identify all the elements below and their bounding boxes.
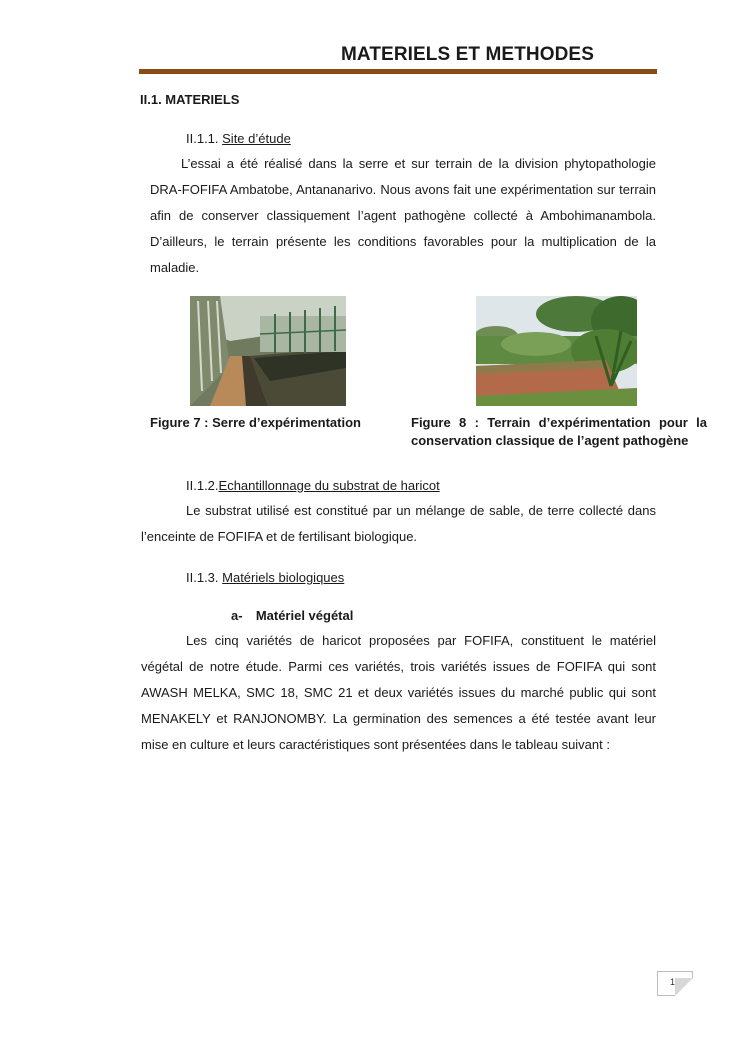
subsection-biological-heading bbox=[186, 570, 344, 585]
subsection-biological-title: Matériels biologiques bbox=[222, 570, 345, 585]
site-paragraph: L’essai a été réalisé dans la serre et sur terrain de la division phytopathologie DRA-FOFIFA Ambatobe, Antananarivo. Nous avons fait une expérimentation sur terrain afin de conserver classiquement l’agent pathogène collecté à Ambohimanambola. D’ailleurs, le terrain présente les conditions favorables pour la multiplication de la maladie. bbox=[150, 156, 656, 275]
plant-material-title: Matériel végétal bbox=[255, 608, 354, 623]
plant-material-label: a- bbox=[231, 608, 243, 623]
page-header-title: MATERIELS ET METHODES bbox=[341, 44, 594, 65]
subsection-sampling-number: II.1.2. bbox=[186, 478, 219, 493]
figure-7-caption: Figure 7 : Serre d’expérimentation bbox=[150, 415, 361, 430]
page-number-box bbox=[657, 971, 693, 996]
subsection-biological-number: II.1.3. bbox=[186, 570, 223, 585]
figure-8-caption: Figure 8 : Terrain d’expérimentation pour la conservation classique de l’agent pathogène bbox=[411, 415, 707, 448]
plant-material-heading bbox=[231, 608, 353, 623]
subsection-site-heading bbox=[186, 131, 291, 146]
header-rule bbox=[139, 69, 657, 74]
greenhouse-photo-graphic bbox=[190, 296, 346, 406]
sampling-paragraph: Le substrat utilisé est constitué par un mélange de sable, de terre collecté dans l’enceinte de FOFIFA et de fertilisant biologique. bbox=[141, 503, 656, 544]
field-photo-graphic bbox=[476, 296, 637, 406]
page-number: 16 bbox=[669, 977, 680, 987]
subsection-site-title: Site d’étude bbox=[222, 131, 291, 146]
field-photo bbox=[476, 296, 637, 406]
plant-material-paragraph: Les cinq variétés de haricot proposées par FOFIFA, constituent le matériel végétal de notre étude. Parmi ces variétés, trois variétés issues de FOFIFA qui sont AWASH MELKA, SMC 18, SMC 21 et deux variétés issues du marché public qui sont MENAKELY et RANJONOMBY. La germination des semences a été testée avant leur mise en culture et leurs caractéristiques sont présentées dans le tableau suivant : bbox=[141, 633, 656, 752]
subsection-sampling-title: Echantillonnage du substrat de haricot bbox=[218, 478, 440, 493]
page-fold-icon bbox=[675, 978, 693, 996]
subsection-site-number: II.1.1. bbox=[186, 131, 223, 146]
greenhouse-photo bbox=[190, 296, 346, 406]
subsection-sampling-heading bbox=[186, 478, 440, 493]
section-heading: II.1. MATERIELS bbox=[140, 92, 240, 107]
